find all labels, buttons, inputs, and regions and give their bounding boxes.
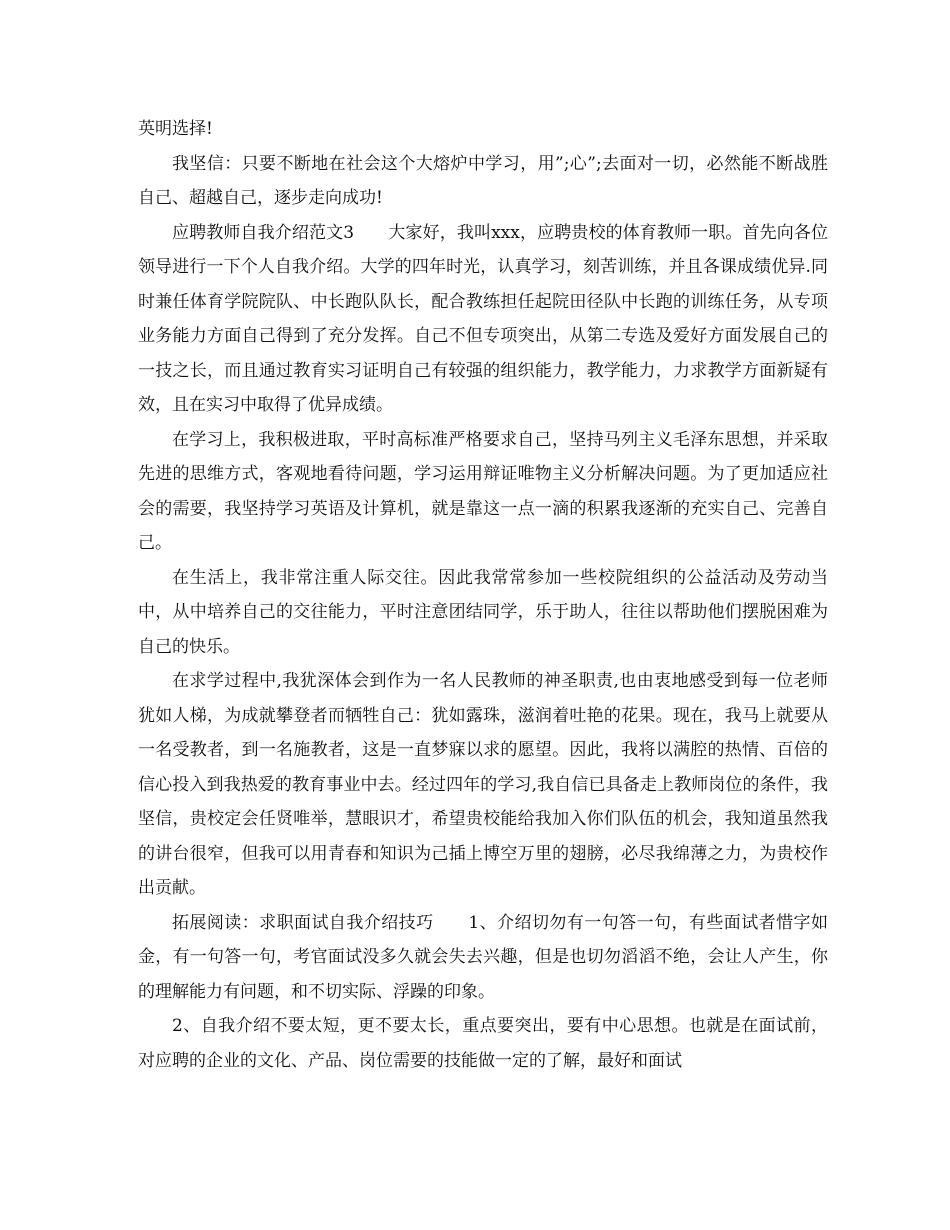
paragraph-5: 在生活上，我非常注重人际交往。因此我常常参加一些校院组织的公益活动及劳动当中，从中培养自己的交往能力，平时注意团结同学，乐于助人，往往以帮助他们摆脱困难为自己的快乐。: [138, 567, 828, 657]
paragraph-2: 我坚信：只要不断地在社会这个大熔炉中学习，用”;心”;去面对一切，必然能不断战胜自己、超越自己，逐步走向成功!: [138, 153, 828, 208]
paragraph-8: 2、自我介绍不要太短，更不要太长，重点要突出，要有中心思想。也就是在面试前，对应聘的企业的文化、产品、岗位需要的技能做一定的了解，最好和面试: [138, 1016, 828, 1071]
paragraph-6: 在求学过程中,我犹深体会到作为一名人民教师的神圣职责,也由衷地感受到每一位老师犹如人梯，为成就攀登者而牺牲自己：犹如露珠，滋润着吐艳的花果。现在，我马上就要从一名受教者，到一名施教者，这是一直梦寐以求的愿望。因此，我将以满腔的热情、百倍的信心投入到我热爱的教育事业中去。经过四年的学习,我自信已具备走上教师岗位的条件，我坚信，贵校定会任贤唯举，慧眼识才，希望贵校能给我加入你们队伍的机会，我知道虽然我的讲台很窄，但我可以用青春和知识为己插上博空万里的翅膀，必尽我绵薄之力，为贵校作出贡献。: [138, 671, 828, 898]
paragraph-1: 英明选择!: [138, 119, 213, 139]
paragraph-4: 在学习上，我积极进取，平时高标准严格要求自己，坚持马列主义毛泽东思想，并采取先进的思维方式，客观地看待问题，学习运用辩证唯物主义分析解决问题。为了更加适应社会的需要，我坚持学习英语及计算机，就是靠这一点一滴的积累我逐渐的充实自己、完善自己。: [138, 429, 828, 553]
paragraph-3: 应聘教师自我介绍范文3 大家好，我叫xxx，应聘贵校的体育教师一职。首先向各位领导进行一下个人自我介绍。大学的四年时光，认真学习，刻苦训练，并且各课成绩优异.同时兼任体育学院院队、中长跑队队长，配合教练担任起院田径队中长跑的训练任务，从专项业务能力方面自己得到了充分发挥。自己不但专项突出，从第二专选及爱好方面发展自己的一技之长，而且通过教育实习证明自己有较强的组织能力，教学能力，力求教学方面新疑有效，且在实习中取得了优异成绩。: [138, 222, 828, 415]
paragraph-7: 拓展阅读：求职面试自我介绍技巧 1、介绍切勿有一句答一句，有些面试者惜字如金，有一句答一句，考官面试没多久就会失去兴趣，但是也切勿滔滔不绝，会让人产生，你的理解能力有问题，和不切实际、浮躁的印象。: [138, 912, 828, 1002]
document-body: [138, 112, 828, 1078]
